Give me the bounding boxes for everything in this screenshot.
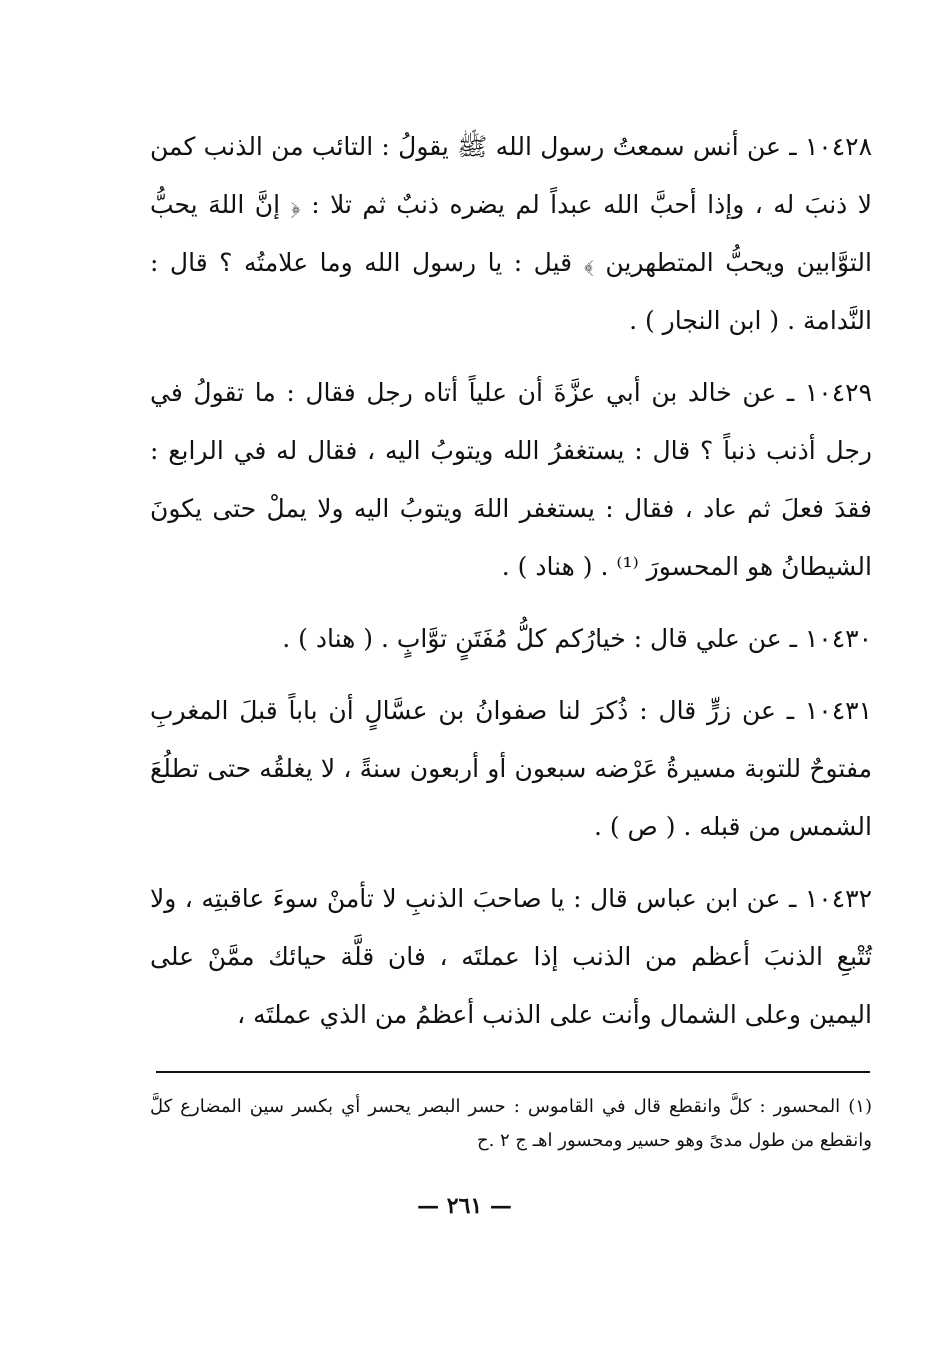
paragraph-text: ١٠٤٣٢ ـ عن ابن عباس قال : يا صاحبَ الذنبِ لا تأمنْ سوءَ عاقبتِه ، ولا تُتْبعِ الذنبَ أعظم من الذنب إذا عملتَه ، فان قلَّة حيائك ممَّنْ على اليمين وعلى الشمال وأنت على الذنب أعظمُ من الذي عملتَه ، xyxy=(150,884,872,1029)
paragraph-text: ١٠٤٣١ ـ عن زرٍّ قال : ذُكرَ لنا صفوانُ بن عسَّالٍ أن باباً قبلَ المغربِ مفتوحٌ للتوبة مسيرةُ عَرْضه سبعون أو أربعون سنةً ، لا يغلقُه حتى تطلُعَ الشمس من قبله . ( ص ) . xyxy=(150,696,872,841)
page-number: — ٢٦١ — xyxy=(417,1193,512,1219)
paragraph-text: ١٠٤٢٨ ـ عن أنس سمعتُ رسول الله ﷺ يقولُ : التائب من الذنب كمن لا ذنبَ له ، وإذا أحبَّ الله عبداً لم يضره ذنبٌ ثم تلا : ﴿ إنَّ اللهَ يحبُّ التوَّابين ويحبُّ المتطهرين ﴾ قيل : يا رسول الله وما علامتُه ؟ قال : النَّدامة . ( ابن النجار ) . xyxy=(150,132,872,335)
paragraph-text: ١٠٤٣٠ ـ عن علي قال : خيارُكم كلُّ مُفَتَنٍ توَّابٍ . ( هناد ) . xyxy=(282,624,872,653)
main-text-block xyxy=(150,118,872,1058)
footnote-text: (١) المحسور : كلَّ وانقطع قال في القاموس : حسر البصر يحسر أي بكسر سين المضارع كلَّ وانقطع من طول مدىً وهو حسير ومحسور اهـ ج ٢ .ح xyxy=(150,1096,872,1151)
hadith-paragraph-10428 xyxy=(150,118,872,350)
hadith-paragraph-10431 xyxy=(150,682,872,856)
hadith-paragraph-10429 xyxy=(150,364,872,596)
paragraph-text: ١٠٤٢٩ ـ عن خالد بن أبي عزَّةَ أن علياً أتاه رجل فقال : ما تقولُ في رجل أذنب ذنباً ؟ قال : يستغفرُ الله ويتوبُ اليه ، فقال له في الرابع : فقدَ فعلَ ثم عاد ، فقال : يستغفر اللهَ ويتوبُ اليه ولا يملْ حتى يكونَ الشيطانُ هو المحسورَ ⁽¹⁾ . ( هناد ) . xyxy=(150,378,873,581)
hadith-paragraph-10430 xyxy=(150,610,872,668)
footnote xyxy=(150,1090,872,1158)
hadith-paragraph-10432 xyxy=(150,870,872,1044)
footnote-divider xyxy=(156,1071,870,1073)
